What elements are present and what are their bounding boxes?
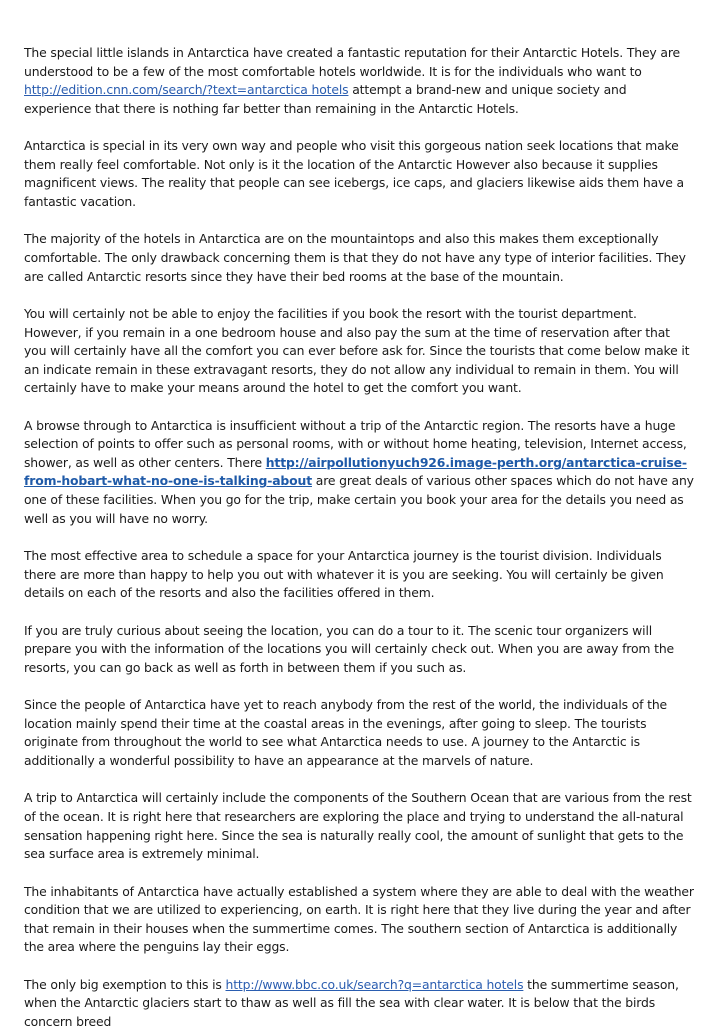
antarctica-cruise-link[interactable]: http://airpollutionyuch926.image-perth.org/antarctica-cruise-from-hobart-what-no-one-is-talking-about	[24, 454, 687, 489]
cnn-search-link[interactable]: http://edition.cnn.com/search/?text=antarctica hotels	[24, 82, 349, 98]
paragraph-5-text-start: A browse through to Antarctica is insufficient without a trip of the Antarctic region. The resorts have a huge selection of points to offer such as personal rooms, with or without home heating, television, Internet access, shower, as well as other centers. There	[24, 417, 687, 470]
paragraph-6: The most effective area to schedule a space for your Antarctica journey is the tourist division. Individuals there are more than happy to help you out with whatever it is you are seeking. You will certainly be given details on each of the resorts and also the facilities offered in them.	[24, 548, 664, 601]
paragraph-5-text-end: are great deals of various other spaces which do not have any one of these facilities. When you go for the trip, make certain you book your area for the details you need as well as you will have no worry.	[24, 473, 694, 526]
paragraph-11-text-end: the summertime season, when the Antarctic glaciers start to thaw as well as fill the sea with clear water. It is below that the birds concern breed	[24, 976, 679, 1029]
paragraph-1-text-end: attempt a brand-new and unique society and experience that there is nothing far better than remaining in the Antarctic Hotels.	[24, 82, 627, 116]
paragraph-5	[24, 417, 694, 529]
paragraph-9: A trip to Antarctica will certainly include the components of the Southern Ocean that are various from the rest of the ocean. It is right here that researchers are exploring the place and trying to understand the all-natural sensation happening right here. Since the sea is naturally really cool, the amount of sunlight that gets to the sea surface area is extremely minimal.	[24, 790, 692, 862]
paragraph-11-text-start: The only big exemption to this is	[24, 976, 226, 992]
paragraph-3: The majority of the hotels in Antarctica are on the mountaintops and also this makes them exceptionally comfortable. The only drawback concerning them is that they do not have any type of interior facilities. They are called Antarctic resorts since they have their bed rooms at the base of the mountain.	[24, 231, 686, 284]
paragraph-10: The inhabitants of Antarctica have actually established a system where they are able to deal with the weather condition that we are utilized to experiencing, on earth. It is right here that they live during the year and after that remain in their houses when the summertime comes. The southern section of Antarctica is additionally the area where the penguins lay their eggs.	[24, 883, 694, 955]
paragraph-8: Since the people of Antarctica have yet to reach anybody from the rest of the world, the individuals of the location mainly spend their time at the coastal areas in the evenings, after going to sleep. The tourists originate from throughout the world to see what Antarctica needs to use. A journey to the Antarctic is additionally a wonderful possibility to have an appearance at the marvels of nature.	[24, 697, 668, 768]
paragraph-2: Antarctica is special in its very own way and people who visit this gorgeous nation seek locations that make them really feel comfortable. Not only is it the location of the Antarctic However also because it supplies magnificent views. The reality that people can see icebergs, ice caps, and glaciers likewise aids them have a fantastic vacation.	[24, 138, 684, 209]
paragraph-11	[24, 976, 694, 1032]
paragraph-7: If you are truly curious about seeing the location, you can do a tour to it. The scenic tour organizers will prepare you with the information of the locations you will certainly check out. When you are away from the resorts, you can go back as well as forth in between them if you such as.	[24, 622, 674, 675]
paragraph-1-text-start: The special little islands in Antarctica have created a fantastic reputation for their Antarctic Hotels. They are understood to be a few of the most comfortable hotels worldwide. It is for the individuals who want to	[24, 45, 680, 79]
paragraph-4: You will certainly not be able to enjoy the facilities if you book the resort with the tourist department. However, if you remain in a one bedroom house and also pay the sum at the time of reservation after that you will certainly have all the comfort you can ever before ask for. Since the tourists that come below make it an indicate remain in these extravagant resorts, they do not allow any individual to remain in them. You will certainly have to make your means around the hotel to get the comfort you want.	[24, 305, 690, 396]
bbc-search-link[interactable]: http://www.bbc.co.uk/search?q=antarctica hotels	[225, 976, 524, 992]
paragraph-1	[24, 44, 694, 118]
